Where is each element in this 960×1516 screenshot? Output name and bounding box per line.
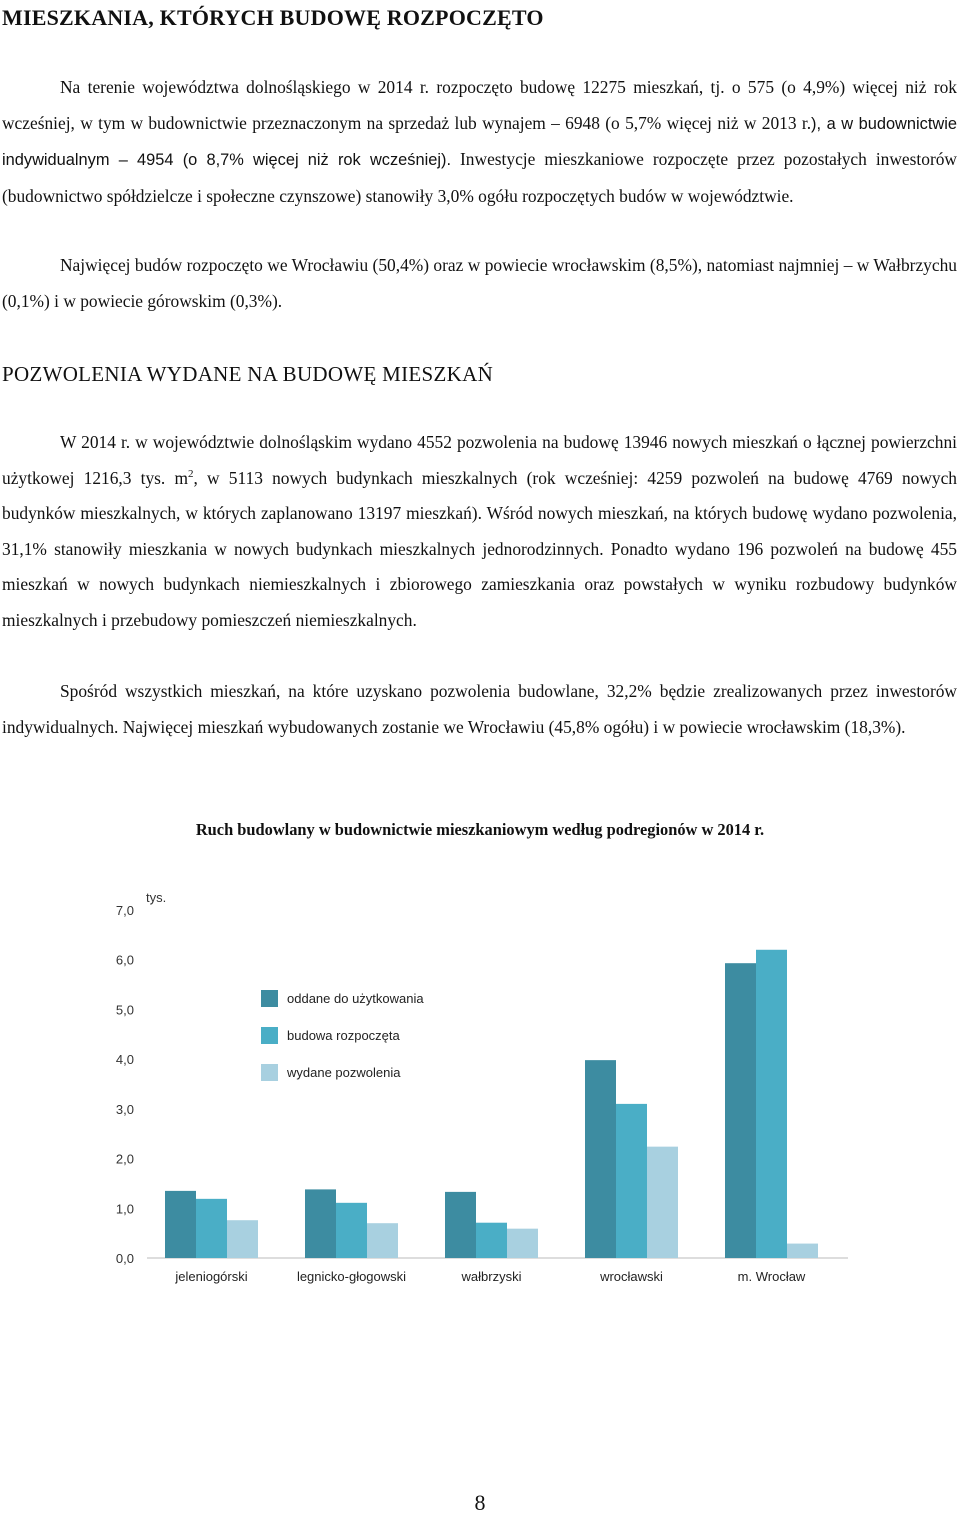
bar bbox=[196, 1199, 227, 1258]
paragraph-permits-2 bbox=[2, 674, 957, 745]
y-tick-label: 5,0 bbox=[115, 1002, 134, 1018]
paragraph-text: Spośród wszystkich mieszkań, na które uzyskano pozwolenia budowlane, 32,2% będzie zrealizowanych przez inwestorów indywidualnych. Najwięcej mieszkań wybudowanych zostanie we Wrocławiu (45,8% ogółu) i w powiecie wrocławskim (18,3%). bbox=[2, 681, 957, 737]
category-label: wrocławski bbox=[600, 1269, 663, 1284]
page-number: 8 bbox=[474, 1490, 486, 1515]
legend-swatch bbox=[261, 990, 278, 1007]
bar bbox=[227, 1220, 258, 1258]
paragraph-text: Na terenie województwa dolnośląskiego w 2014 r. rozpoczęto budowę 12275 mieszkań, tj. o 575 (o 4,9%) więcej niż rok wcześniej, w tym w budownictwie przeznaczonym na sprzedaż lub wynajem – 6948 (o 5,7% więcej niż w 2013 r. bbox=[2, 77, 957, 133]
bar bbox=[616, 1104, 647, 1258]
bar bbox=[367, 1223, 398, 1258]
y-tick-label: 4,0 bbox=[115, 1052, 134, 1068]
bar-chart bbox=[0, 880, 960, 1300]
y-tick-label: 3,0 bbox=[115, 1101, 134, 1117]
paragraph-text: Najwięcej budów rozpoczęto we Wrocławiu (50,4%) oraz w powiecie wrocławskim (8,5%), natomiast najmniej – w Wałbrzychu (0,1%) i w powiecie górowskim (0,3%). bbox=[2, 255, 957, 311]
bar bbox=[305, 1189, 336, 1258]
bar bbox=[585, 1060, 616, 1258]
section-heading-started: MIESZKANIA, KTÓRYCH BUDOWĘ ROZPOCZĘTO bbox=[2, 5, 544, 30]
bar bbox=[725, 963, 756, 1258]
paragraph-text-sans: ), a w budownictwie indywidualnym – 4954 (o 8,7% więcej niż rok wcześniej). bbox=[2, 114, 957, 169]
legend-label: budowa rozpoczęta bbox=[287, 1028, 400, 1043]
y-tick-label: 0,0 bbox=[115, 1251, 134, 1266]
paragraph-text: , w 5113 nowych budynkach mieszkalnych (rok wcześniej: 4259 pozwoleń na budowę 4769 nowych budynków mieszkalnych, w których zaplanowano 13197 mieszkań). Wśród nowych mieszkań, na których budowę wydano pozwolenia, 31,1% stanowiły mieszkania w nowych budynkach mieszkalnych jednorodzinnych. Ponadto wydano 196 pozwoleń na budowę 455 mieszkań w nowych budynkach niemieszkalnych i zbiorowego zamieszkania oraz powstałych w wyniku rozbudowy budynków mieszkalnych i przebudowy pomieszczeń niemieszkalnych. bbox=[2, 467, 958, 630]
bar bbox=[647, 1147, 678, 1258]
paragraph-permits-1 bbox=[2, 425, 957, 638]
y-tick-label: 1,0 bbox=[115, 1201, 134, 1217]
bar bbox=[476, 1223, 507, 1258]
bar bbox=[787, 1244, 818, 1258]
category-label: jeleniogórski bbox=[175, 1269, 248, 1284]
category-label: m. Wrocław bbox=[737, 1269, 806, 1284]
y-tick-label: 2,0 bbox=[115, 1151, 134, 1167]
y-tick-label: 6,0 bbox=[115, 952, 134, 968]
legend-swatch bbox=[261, 1027, 278, 1044]
bar bbox=[445, 1192, 476, 1258]
bar bbox=[756, 950, 787, 1258]
legend-label: wydane pozwolenia bbox=[287, 1065, 401, 1080]
section-heading-permits: POZWOLENIA WYDANE NA BUDOWĘ MIESZKAŃ bbox=[2, 362, 494, 386]
y-tick-label: 7,0 bbox=[115, 903, 134, 918]
category-label: wałbrzyski bbox=[461, 1269, 522, 1284]
legend-label: oddane do użytkowania bbox=[287, 991, 424, 1006]
paragraph-text: W 2014 r. w województwie dolnośląskim wydano 4552 pozwolenia na budowę 13946 nowych mieszkań o łącznej powierzchni użytkowej 1216,3 tys. m bbox=[2, 432, 957, 488]
superscript: 2 bbox=[188, 467, 194, 480]
paragraph-text: Inwestycje mieszkaniowe rozpoczęte przez pozostałych inwestorów (budownictwo spółdzielcze i społeczne czynszowe) stanowiły 3,0% ogółu rozpoczętych budów w województwie. bbox=[2, 149, 957, 206]
y-axis-unit: tys. bbox=[146, 890, 167, 905]
bar bbox=[336, 1203, 367, 1258]
paragraph-started-1 bbox=[2, 70, 957, 214]
bar bbox=[165, 1191, 196, 1258]
paragraph-started-2 bbox=[2, 248, 957, 319]
chart-caption: Ruch budowlany w budownictwie mieszkaniowym według podregionów w 2014 r. bbox=[195, 820, 765, 839]
legend-swatch bbox=[261, 1064, 278, 1081]
category-label: legnicko-głogowski bbox=[296, 1269, 407, 1284]
bar bbox=[507, 1229, 538, 1258]
